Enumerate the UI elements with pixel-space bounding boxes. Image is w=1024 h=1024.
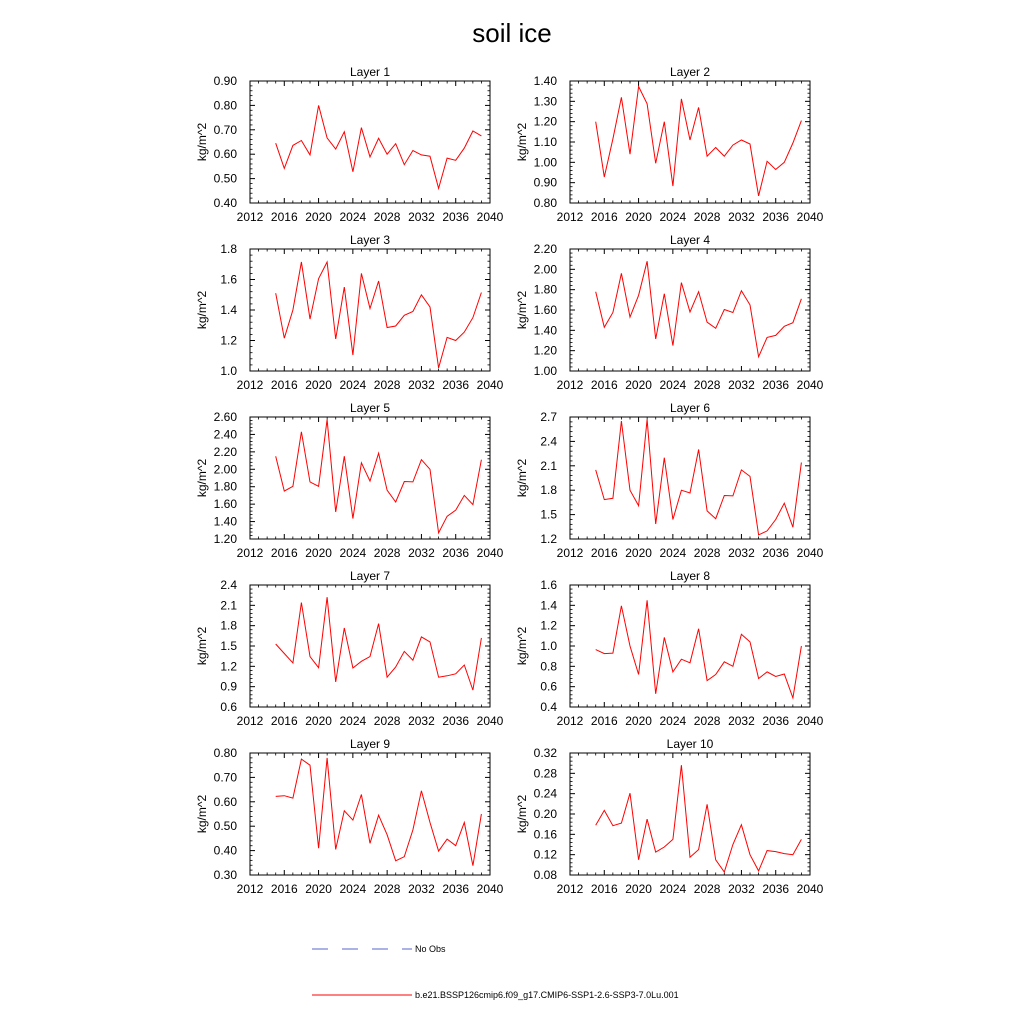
x-tick-label: 2024	[659, 210, 687, 224]
y-tick-label: 0.40	[213, 843, 237, 858]
y-tick-label: 2.40	[213, 427, 237, 442]
plot-frame	[250, 417, 490, 539]
y-axis-label: kg/m^2	[195, 626, 209, 666]
x-tick-label: 2032	[408, 714, 435, 728]
x-tick-label: 2012	[556, 210, 584, 224]
x-tick-label: 2024	[339, 210, 367, 224]
y-tick-label: 0.20	[533, 807, 557, 821]
series-line-layer-2	[596, 87, 802, 196]
x-tick-label: 2020	[625, 210, 652, 224]
y-axis-label: kg/m^2	[515, 290, 529, 330]
x-tick-label: 2028	[693, 546, 721, 560]
plot-frame	[250, 753, 490, 875]
x-tick-label: 2016	[590, 546, 618, 560]
y-tick-label: 2.60	[213, 410, 237, 424]
panel-layer-6	[515, 401, 824, 560]
y-tick-label: 2.4	[540, 434, 557, 449]
x-tick-label: 2032	[728, 378, 755, 392]
y-tick-label: 1.8	[220, 242, 237, 256]
x-tick-label: 2036	[762, 882, 790, 896]
panel-layer-9	[195, 737, 504, 896]
panel-title: Layer 7	[349, 569, 391, 583]
y-tick-label: 1.6	[220, 272, 237, 287]
y-tick-label: 2.7	[540, 410, 557, 424]
x-tick-label: 2016	[590, 882, 618, 896]
x-tick-label: 2036	[442, 882, 470, 896]
y-tick-label: 0.50	[213, 171, 237, 186]
x-tick-label: 2040	[476, 714, 504, 728]
x-tick-label: 2028	[693, 378, 721, 392]
panel-layer-3	[195, 233, 504, 392]
y-tick-label: 1.80	[533, 282, 557, 297]
y-tick-label: 2.1	[540, 458, 557, 473]
x-tick-label: 2024	[339, 714, 367, 728]
x-tick-label: 2024	[339, 546, 367, 560]
y-tick-label: 0.6	[540, 679, 557, 694]
x-tick-label: 2036	[762, 714, 790, 728]
plot-frame	[570, 249, 810, 371]
y-tick-label: 0.8	[540, 659, 557, 674]
y-tick-label: 1.80	[213, 479, 237, 494]
legend-entry-model	[312, 990, 679, 1000]
y-tick-label: 1.2	[220, 659, 237, 674]
plot-frame	[250, 81, 490, 203]
panel-layer-1	[195, 65, 504, 224]
panel-layer-8	[515, 569, 824, 728]
x-tick-label: 2024	[339, 378, 367, 392]
panel-layer-7	[195, 569, 504, 728]
y-tick-label: 0.28	[533, 766, 557, 781]
panel-layer-2	[515, 65, 824, 224]
x-tick-label: 2032	[408, 882, 435, 896]
x-tick-label: 2036	[762, 210, 790, 224]
y-tick-label: 0.80	[213, 746, 237, 760]
panel-grid	[195, 65, 824, 896]
x-tick-label: 2032	[728, 714, 755, 728]
panel-layer-5	[195, 401, 504, 560]
y-tick-label: 1.40	[213, 514, 237, 529]
y-tick-label: 2.00	[213, 462, 237, 477]
x-tick-label: 2032	[408, 546, 435, 560]
x-tick-label: 2012	[236, 714, 264, 728]
legend-entry-no-obs	[312, 944, 446, 954]
y-tick-label: 1.00	[533, 155, 557, 170]
x-tick-label: 2016	[590, 714, 618, 728]
x-tick-label: 2036	[762, 378, 790, 392]
x-tick-label: 2016	[270, 714, 298, 728]
x-tick-label: 2020	[305, 546, 332, 560]
plot-frame	[570, 81, 810, 203]
x-tick-label: 2020	[625, 378, 652, 392]
y-axis-label: kg/m^2	[515, 122, 529, 162]
y-tick-label: 1.5	[540, 507, 557, 522]
y-tick-label: 1.5	[220, 639, 237, 653]
x-tick-label: 2016	[590, 210, 618, 224]
x-tick-label: 2024	[339, 882, 367, 896]
legend-label-no-obs: No Obs	[415, 944, 446, 954]
y-axis-label: kg/m^2	[515, 794, 529, 834]
y-axis-label: kg/m^2	[515, 458, 529, 498]
panel-title: Layer 9	[349, 737, 391, 751]
y-tick-label: 1.2	[540, 532, 557, 546]
x-tick-label: 2012	[236, 378, 264, 392]
x-tick-label: 2024	[659, 882, 687, 896]
y-tick-label: 1.8	[540, 483, 557, 498]
series-line-layer-5	[276, 420, 482, 533]
series-line-layer-3	[276, 262, 482, 368]
y-tick-label: 1.0	[220, 364, 237, 378]
series-line-layer-1	[276, 105, 482, 188]
x-tick-label: 2028	[693, 210, 721, 224]
y-tick-label: 2.20	[213, 444, 237, 459]
y-tick-label: 0.80	[533, 196, 557, 210]
y-tick-label: 1.8	[220, 618, 237, 633]
x-tick-label: 2028	[373, 546, 401, 560]
y-tick-label: 2.00	[533, 262, 557, 277]
x-tick-label: 2032	[728, 882, 755, 896]
y-tick-label: 0.40	[213, 196, 237, 210]
y-tick-label: 0.9	[220, 679, 237, 694]
y-axis-label: kg/m^2	[195, 290, 209, 330]
x-tick-label: 2024	[659, 714, 687, 728]
panel-title: Layer 8	[669, 569, 711, 583]
y-tick-label: 2.4	[220, 578, 237, 592]
y-tick-label: 2.20	[533, 242, 557, 256]
y-tick-label: 2.1	[220, 598, 237, 613]
x-tick-label: 2036	[442, 714, 470, 728]
y-tick-label: 0.30	[213, 868, 237, 882]
plot-frame	[250, 585, 490, 707]
y-tick-label: 1.40	[533, 74, 557, 88]
x-tick-label: 2012	[236, 210, 264, 224]
y-tick-label: 0.24	[533, 786, 557, 801]
x-tick-label: 2028	[373, 378, 401, 392]
x-tick-label: 2020	[625, 714, 652, 728]
y-tick-label: 0.70	[213, 122, 237, 137]
y-tick-label: 0.32	[533, 746, 557, 760]
y-tick-label: 0.60	[213, 147, 237, 162]
x-tick-label: 2028	[693, 882, 721, 896]
x-tick-label: 2020	[625, 882, 652, 896]
y-axis-label: kg/m^2	[515, 626, 529, 666]
x-tick-label: 2012	[556, 546, 584, 560]
y-tick-label: 0.70	[213, 770, 237, 785]
plot-frame	[570, 585, 810, 707]
x-tick-label: 2032	[408, 378, 435, 392]
y-tick-label: 1.20	[213, 532, 237, 546]
x-tick-label: 2032	[728, 210, 755, 224]
y-tick-label: 1.60	[533, 303, 557, 317]
legend-label-model: b.e21.BSSP126cmip6.f09_g17.CMIP6-SSP1-2.6-SSP3-7.0Lu.001	[415, 990, 679, 1000]
series-line-layer-7	[276, 597, 482, 690]
x-tick-label: 2040	[796, 882, 824, 896]
x-tick-label: 2020	[305, 882, 332, 896]
panel-title: Layer 1	[349, 65, 391, 79]
x-tick-label: 2036	[442, 546, 470, 560]
x-tick-label: 2032	[728, 546, 755, 560]
x-tick-label: 2040	[796, 378, 824, 392]
panel-layer-10	[515, 737, 824, 896]
series-line-layer-8	[596, 600, 802, 698]
x-tick-label: 2024	[659, 378, 687, 392]
y-axis-label: kg/m^2	[195, 122, 209, 162]
x-tick-label: 2020	[625, 546, 652, 560]
x-tick-label: 2040	[476, 210, 504, 224]
series-line-layer-10	[596, 765, 802, 872]
y-tick-label: 0.80	[213, 98, 237, 113]
x-tick-label: 2040	[796, 210, 824, 224]
x-tick-label: 2040	[476, 882, 504, 896]
y-tick-label: 1.20	[533, 343, 557, 358]
x-tick-label: 2016	[270, 210, 298, 224]
x-tick-label: 2028	[373, 714, 401, 728]
y-tick-label: 1.4	[540, 598, 557, 613]
panel-title: Layer 5	[349, 401, 391, 415]
x-tick-label: 2016	[590, 378, 618, 392]
x-tick-label: 2012	[236, 882, 264, 896]
panel-title: Layer 2	[669, 65, 711, 79]
plot-frame	[570, 417, 810, 539]
y-tick-label: 1.6	[540, 578, 557, 592]
y-tick-label: 1.2	[540, 618, 557, 633]
x-tick-label: 2016	[270, 546, 298, 560]
figure-title: soil ice	[472, 18, 552, 48]
x-tick-label: 2024	[659, 546, 687, 560]
x-tick-label: 2012	[556, 882, 584, 896]
x-tick-label: 2012	[556, 378, 584, 392]
y-tick-label: 0.6	[220, 700, 237, 714]
panel-title: Layer 3	[349, 233, 391, 247]
y-tick-label: 1.10	[533, 135, 557, 149]
y-tick-label: 1.2	[220, 333, 237, 348]
y-tick-label: 1.4	[220, 303, 237, 317]
legend	[312, 944, 679, 1000]
x-tick-label: 2040	[476, 378, 504, 392]
series-line-layer-4	[596, 261, 802, 357]
y-tick-label: 1.00	[533, 364, 557, 378]
x-tick-label: 2028	[693, 714, 721, 728]
y-tick-label: 1.40	[533, 323, 557, 338]
x-tick-label: 2016	[270, 378, 298, 392]
x-tick-label: 2032	[408, 210, 435, 224]
x-tick-label: 2020	[305, 378, 332, 392]
y-tick-label: 0.50	[213, 819, 237, 834]
y-tick-label: 1.20	[533, 114, 557, 129]
x-tick-label: 2040	[476, 546, 504, 560]
series-line-layer-6	[596, 419, 802, 535]
y-axis-label: kg/m^2	[195, 458, 209, 498]
x-tick-label: 2012	[556, 714, 584, 728]
x-tick-label: 2020	[305, 714, 332, 728]
y-tick-label: 0.12	[533, 847, 557, 862]
x-tick-label: 2028	[373, 210, 401, 224]
series-line-layer-9	[276, 758, 482, 866]
panel-title: Layer 10	[666, 737, 714, 751]
x-tick-label: 2028	[373, 882, 401, 896]
panel-layer-4	[515, 233, 824, 392]
x-tick-label: 2020	[305, 210, 332, 224]
y-tick-label: 0.60	[213, 794, 237, 809]
x-tick-label: 2040	[796, 714, 824, 728]
y-axis-label: kg/m^2	[195, 794, 209, 834]
y-tick-label: 0.4	[540, 700, 557, 714]
y-tick-label: 1.0	[540, 639, 557, 653]
panel-title: Layer 6	[669, 401, 711, 415]
x-tick-label: 2036	[442, 210, 470, 224]
x-tick-label: 2036	[442, 378, 470, 392]
x-tick-label: 2036	[762, 546, 790, 560]
y-tick-label: 0.16	[533, 827, 557, 842]
y-tick-label: 1.60	[213, 497, 237, 512]
x-tick-label: 2040	[796, 546, 824, 560]
y-tick-label: 0.90	[533, 175, 557, 190]
x-tick-label: 2016	[270, 882, 298, 896]
y-tick-label: 0.90	[213, 74, 237, 88]
x-tick-label: 2012	[236, 546, 264, 560]
panel-title: Layer 4	[669, 233, 711, 247]
y-tick-label: 1.30	[533, 94, 557, 109]
y-tick-label: 0.08	[533, 868, 557, 882]
